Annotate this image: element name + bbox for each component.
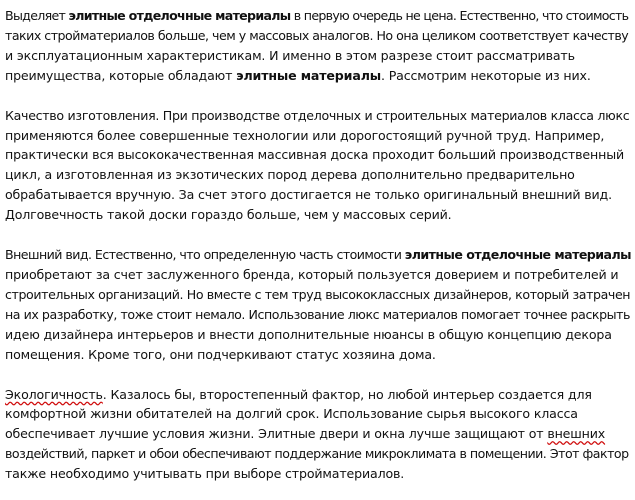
text-line: [5, 66, 631, 86]
bold-phrase: элитные отделочные материалы: [404, 247, 632, 263]
text-segment: приобретают за счет заслуженного бренда, который пользуется доверием и потребителей и: [5, 266, 619, 282]
paragraph: [5, 245, 631, 364]
spellcheck-flagged-word: внешних: [547, 426, 606, 442]
text-segment: . Рассмотрим некоторые из них.: [381, 67, 591, 83]
text-segment: Выделяет: [5, 8, 69, 23]
text-line: [5, 404, 631, 424]
text-segment: . Казалось бы, второстепенный фактор, но любой интерьер создается для: [102, 386, 592, 402]
text-line: [5, 325, 631, 345]
paragraph: [5, 385, 631, 485]
text-segment: и эксплуатационным характеристикам. И именно в этом разрезе стоит рассматривать: [5, 47, 575, 63]
text-line: [5, 305, 631, 325]
text-segment: практически вся высококачественная массивная доска проходит больший производственный: [5, 147, 625, 163]
spellcheck-flagged-word: Экологичность: [5, 386, 103, 402]
text-segment: обеспечивает лучшие условия жизни. Элитные двери и окна лучше защищают от: [5, 426, 548, 442]
text-line: [5, 26, 631, 46]
text-line: [5, 165, 631, 185]
text-line: [5, 444, 631, 464]
paragraph: [5, 6, 631, 86]
text-segment: Качество изготовления. При производстве отделочных и строительных материалов класса люкс: [5, 107, 630, 123]
text-line: [5, 185, 631, 205]
text-line: [5, 285, 631, 305]
text-segment: строительных организаций. Но вместе с тем труд высококлассных дизайнеров, который затрачен: [5, 286, 631, 302]
text-segment: помещения. Кроме того, они подчеркивают статус хозяина дома.: [5, 346, 436, 362]
text-line: [5, 126, 631, 146]
bold-phrase: элитные отделочные материалы: [68, 8, 291, 23]
text-segment: на их разработку, тоже стоит немало. Использование люкс материалов помогает точнее раскрыть: [5, 306, 630, 322]
text-segment: комфортной жизни обитателей на долгий срок. Использование сырья высокого класса: [5, 406, 578, 422]
text-line: [5, 6, 631, 26]
text-line: [5, 345, 631, 365]
text-line: [5, 205, 631, 225]
text-segment: Внешний вид. Естественно, что определенную часть стоимости: [5, 247, 405, 263]
text-segment: применяются более совершенные технологии или дорогостоящий ручной труд. Например,: [5, 127, 605, 143]
text-line: [5, 106, 631, 126]
text-line: [5, 245, 631, 265]
text-segment: таких стройматериалов больше, чем у массовых аналогов. Но она целиком соответствует качеству: [5, 27, 629, 43]
bold-phrase: элитные материалы: [236, 67, 382, 83]
text-segment: воздействий, паркет и обои обеспечивают поддержание микроклимата в помещении. Этот фактор: [5, 446, 629, 462]
text-line: [5, 265, 631, 285]
text-segment: цикл, а изготовленная из экзотических пород дерева дополнительно предварительно: [5, 167, 575, 183]
text-line: [5, 46, 631, 66]
text-line: [5, 464, 631, 484]
paragraph: [5, 106, 631, 225]
text-segment: преимущества, которые обладают: [5, 67, 237, 83]
text-segment: Долговечность такой доски гораздо больше, чем у массовых серий.: [5, 207, 452, 223]
text-line: [5, 424, 631, 444]
text-segment: в первую очередь не цена. Естественно, что стоимость: [290, 8, 629, 23]
text-segment: идею дизайнера интерьеров и внести дополнительные нюансы в общую концепцию декора: [5, 326, 612, 342]
document-body: [5, 6, 631, 484]
text-line: [5, 145, 631, 165]
text-line: [5, 385, 631, 405]
text-segment: обрабатывается вручную. За счет этого достигается не только оригинальный внешний вид.: [5, 187, 612, 203]
text-segment: также необходимо учитывать при выборе стройматериалов.: [5, 466, 405, 482]
